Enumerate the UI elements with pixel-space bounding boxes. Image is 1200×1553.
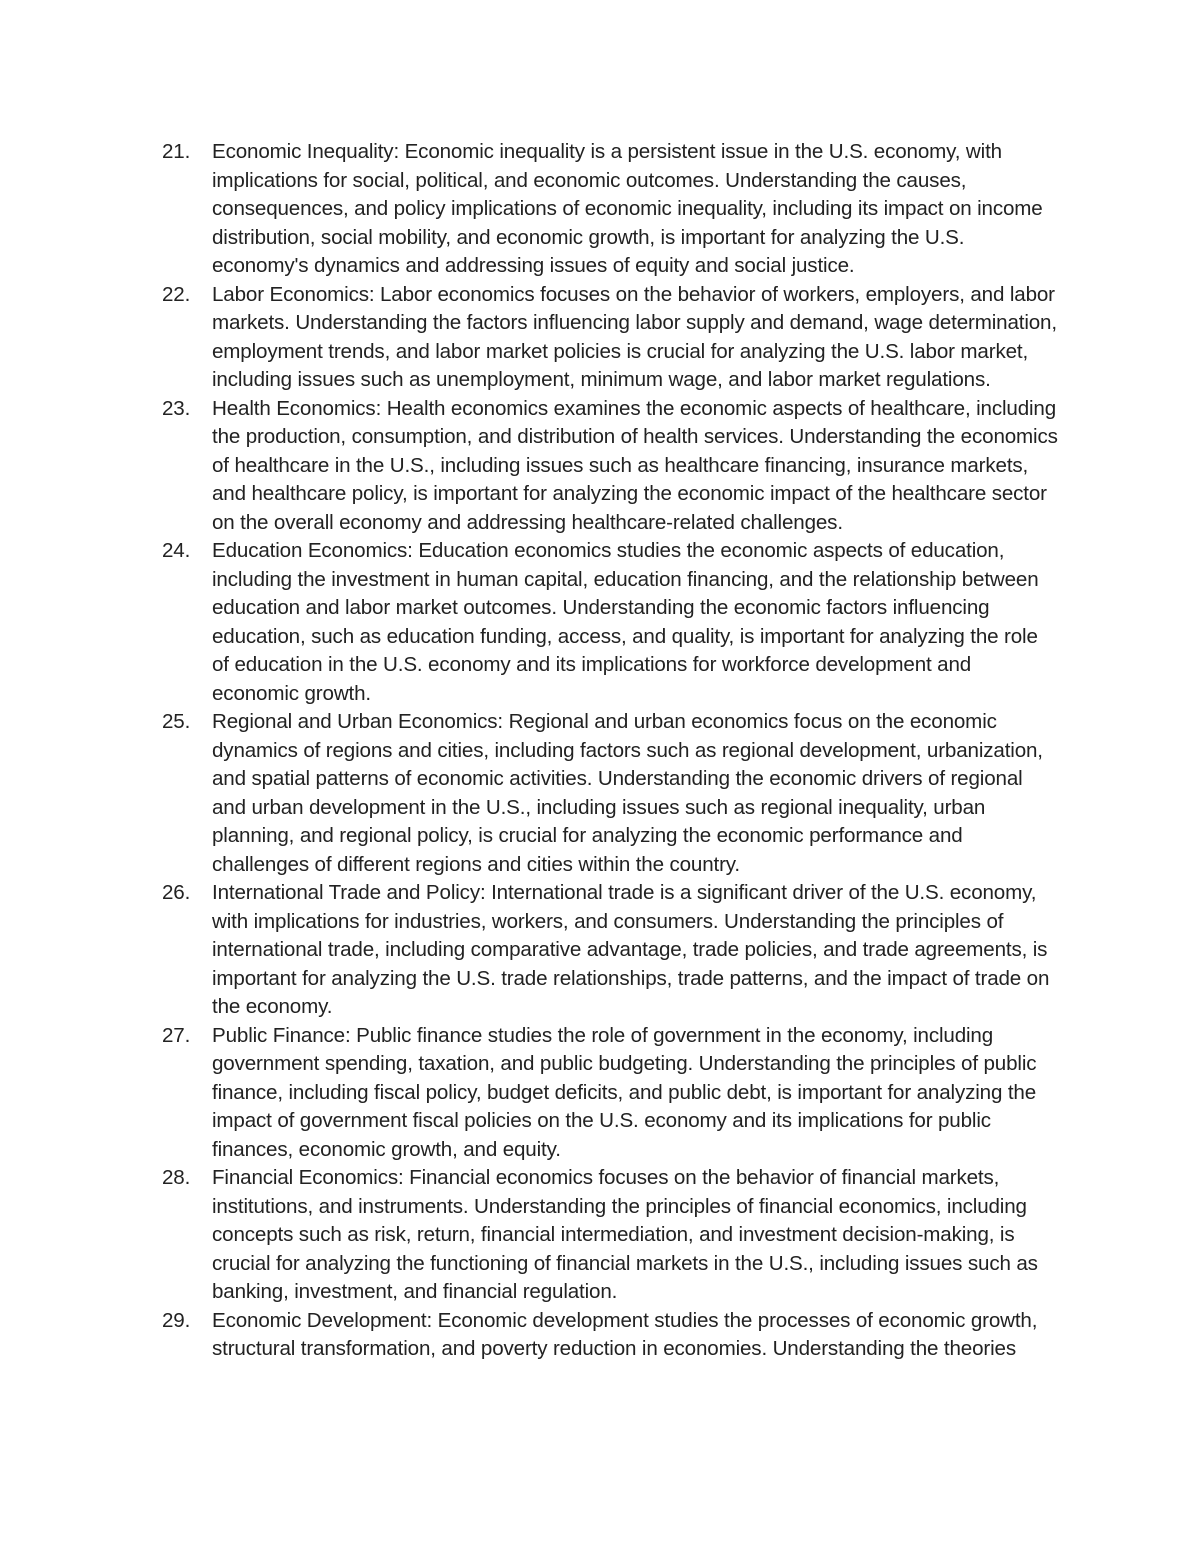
list-item-text: Economic Development: Economic development studies the processes of economic growth, structural transformation, and poverty reduction in economies. Understanding the theories bbox=[212, 1308, 1038, 1360]
list-item-number: 21. bbox=[162, 140, 191, 163]
list-item-number: 22. bbox=[162, 282, 191, 306]
list-item bbox=[150, 879, 1060, 1022]
list-item-number: 28. bbox=[162, 1166, 191, 1189]
list-item-text: International Trade and Policy: International trade is a significant driver of the U.S. economy, with implications for industries, workers, and consumers. Understanding the principles of international trade, including comparative advantage, trade policies, and trade agreements, is important for analyzing the U.S. trade relationships, trade patterns, and the impact of trade on the economy. bbox=[212, 881, 1050, 1018]
list-item-number: 27. bbox=[162, 1023, 191, 1047]
list-item-text: Education Economics: Education economics studies the economic aspects of education, including the investment in human capital, education financing, and the relationship between education and labor market outcomes. Understanding the economic factors influencing education, such as education funding, access, and quality, is important for analyzing the role of education in the U.S. economy and its implications for workforce development and economic growth. bbox=[212, 539, 1039, 705]
list-item-text: Economic Inequality: Economic inequality is a persistent issue in the U.S. economy, with implications for social, political, and economic outcomes. Understanding the causes, consequences, and policy implications of economic inequality, including its impact on income distribution, social mobility, and economic growth, is important for analyzing the U.S. economy's dynamics and addressing issues of equity and social justice. bbox=[212, 140, 1043, 277]
list-item-text: Health Economics: Health economics examines the economic aspects of healthcare, including the production, consumption, and distribution of health services. Understanding the economics of healthcare in the U.S., including issues such as healthcare financing, insurance markets, and healthcare policy, is important for analyzing the economic impact of the healthcare sector on the overall economy and addressing healthcare-related challenges. bbox=[212, 396, 1058, 534]
list-item bbox=[150, 708, 1060, 879]
list-item-number: 29. bbox=[162, 1308, 191, 1332]
list-item bbox=[150, 1164, 1060, 1307]
list-item-number: 24. bbox=[162, 539, 191, 562]
list-item bbox=[150, 537, 1060, 708]
list-item bbox=[150, 1022, 1060, 1165]
list-item-number: 23. bbox=[162, 396, 191, 420]
numbered-list bbox=[150, 138, 1060, 1364]
list-item bbox=[150, 1307, 1060, 1364]
list-item bbox=[150, 281, 1060, 395]
list-item-text: Regional and Urban Economics: Regional and urban economics focus on the economic dynamics of regions and cities, including factors such as regional development, urbanization, and spatial patterns of economic activities. Understanding the economic drivers of regional and urban development in the U.S., including issues such as regional inequality, urban planning, and regional policy, is crucial for analyzing the economic performance and challenges of different regions and cities within the country. bbox=[212, 710, 1043, 876]
list-item-number: 26. bbox=[162, 881, 191, 904]
list-item bbox=[150, 138, 1060, 281]
list-item-text: Financial Economics: Financial economics focuses on the behavior of financial markets, institutions, and instruments. Understanding the principles of financial economics, including concepts such as risk, return, financial intermediation, and investment decision-making, is crucial for analyzing the functioning of financial markets in the U.S., including issues such as banking, investment, and financial regulation. bbox=[212, 1166, 1038, 1303]
list-item-number: 25. bbox=[162, 710, 191, 733]
list-item-text: Labor Economics: Labor economics focuses on the behavior of workers, employers, and labor markets. Understanding the factors influencing labor supply and demand, wage determination, employment trends, and labor market policies is crucial for analyzing the U.S. labor market, including issues such as unemployment, minimum wage, and labor market regulations. bbox=[212, 282, 1057, 391]
list-item bbox=[150, 395, 1060, 538]
list-item-text: Public Finance: Public finance studies the role of government in the economy, including government spending, taxation, and public budgeting. Understanding the principles of public finance, including fiscal policy, budget deficits, and public debt, is important for analyzing the impact of government fiscal policies on the U.S. economy and its implications for public finances, economic growth, and equity. bbox=[212, 1023, 1037, 1161]
